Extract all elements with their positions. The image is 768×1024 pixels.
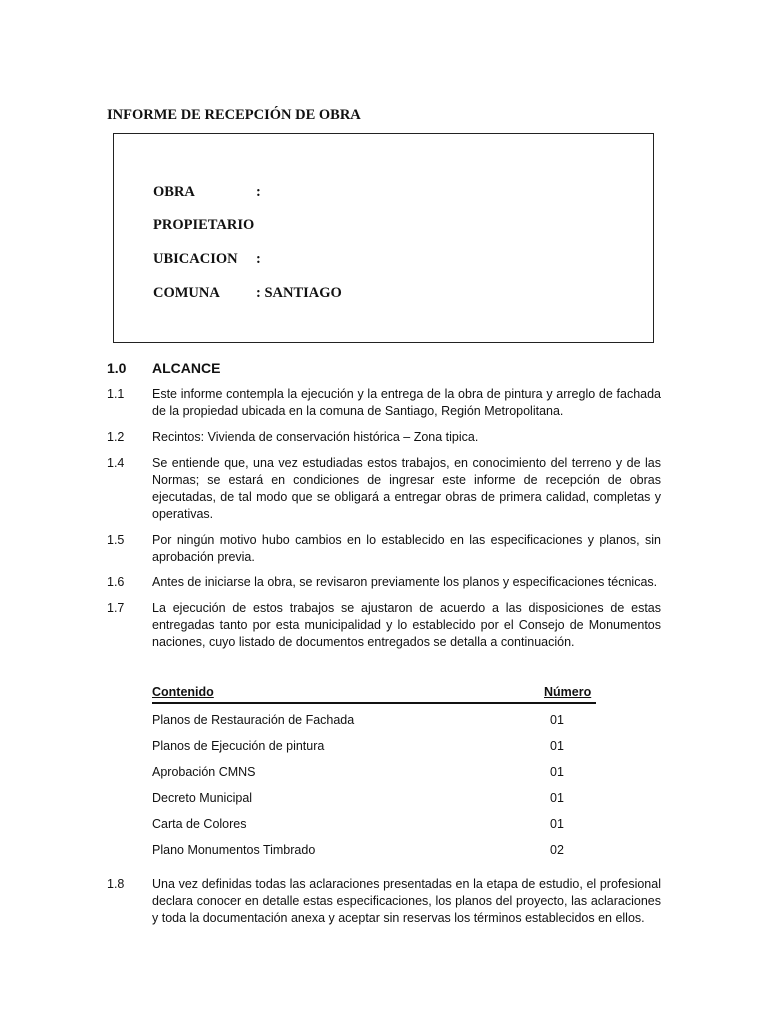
documents-table — [152, 685, 596, 860]
table-header — [152, 685, 596, 704]
ubicacion-label: UBICACION — [153, 251, 238, 267]
item-number: 1.7 — [107, 601, 125, 615]
item-1-4 — [107, 455, 661, 523]
item-text: Este informe contempla la ejecución y la entrega de la obra de pintura y arreglo de fachada de la propiedad ubicada en la comuna de Santiago, Región Metropolitana. — [152, 387, 661, 418]
item-text: Se entiende que, una vez estudiadas estos trabajos, en conocimiento del terreno y de las Normas; se estará en condiciones de ingresar este informe de recepción de obras ejecutadas, de tal modo que se obligará a entregar obras de primera calidad, completas y operativas. — [152, 456, 661, 521]
row-numero: 02 — [550, 843, 564, 857]
row-contenido: Planos de Ejecución de pintura — [152, 739, 325, 753]
row-contenido: Aprobación CMNS — [152, 765, 256, 779]
section-title: ALCANCE — [152, 360, 221, 376]
table-row — [152, 782, 596, 808]
item-text: La ejecución de estos trabajos se ajustaron de acuerdo a las disposiciones de estas entregadas tanto por esta municipalidad y lo establecido por el Consejo de Monumentos naciones, cuyo listado de documentos entregados se detalla a continuación. — [152, 601, 661, 649]
table-row — [152, 834, 596, 860]
row-contenido: Carta de Colores — [152, 817, 247, 831]
item-1-6 — [107, 574, 661, 591]
table-row — [152, 756, 596, 782]
column-header-contenido: Contenido — [152, 685, 214, 699]
table-row — [152, 808, 596, 834]
info-row-comuna — [153, 285, 342, 302]
comuna-label: COMUNA — [153, 285, 220, 301]
row-contenido: Plano Monumentos Timbrado — [152, 843, 316, 857]
info-row-propietario — [153, 217, 256, 234]
obra-value: : — [256, 184, 261, 200]
item-number: 1.6 — [107, 575, 125, 589]
row-numero: 01 — [550, 817, 564, 831]
obra-label: OBRA — [153, 184, 195, 200]
table-row — [152, 730, 596, 756]
item-number: 1.1 — [107, 387, 125, 401]
ubicacion-value: : — [256, 251, 261, 267]
row-contenido: Planos de Restauración de Fachada — [152, 713, 355, 727]
item-number: 1.4 — [107, 456, 125, 470]
row-contenido: Decreto Municipal — [152, 791, 253, 805]
propietario-label: PROPIETARIO — [153, 217, 255, 233]
item-1-7 — [107, 600, 661, 651]
comuna-value: : SANTIAGO — [256, 285, 342, 301]
row-numero: 01 — [550, 713, 564, 727]
item-1-1 — [107, 386, 661, 420]
item-1-5 — [107, 532, 661, 566]
column-header-numero: Número — [544, 685, 592, 699]
info-row-ubicacion — [153, 251, 261, 268]
item-number: 1.5 — [107, 533, 125, 547]
item-1-2 — [107, 429, 661, 446]
item-number: 1.2 — [107, 430, 125, 444]
item-1-8 — [107, 876, 661, 927]
row-numero: 01 — [550, 765, 564, 779]
row-numero: 01 — [550, 739, 564, 753]
item-text: Por ningún motivo hubo cambios en lo establecido en las especificaciones y planos, sin aprobación previa. — [152, 533, 661, 564]
info-row-obra — [153, 184, 261, 201]
section-number: 1.0 — [107, 360, 127, 376]
item-text: Antes de iniciarse la obra, se revisaron previamente los planos y especificaciones técnicas. — [152, 575, 658, 589]
project-info-box — [113, 133, 654, 343]
row-numero: 01 — [550, 791, 564, 805]
item-number: 1.8 — [107, 877, 125, 891]
document-title: INFORME DE RECEPCIÓN DE OBRA — [107, 107, 361, 123]
table-row — [152, 704, 596, 730]
item-text: Una vez definidas todas las aclaraciones presentadas en la etapa de estudio, el profesional declara conocer en detalle estas especificaciones, los planos del proyecto, las aclaraciones y toda la documentación anexa y aceptar sin reservas los términos establecidos en ellos. — [152, 877, 661, 925]
item-text: Recintos: Vivienda de conservación histórica – Zona tipica. — [152, 430, 479, 444]
